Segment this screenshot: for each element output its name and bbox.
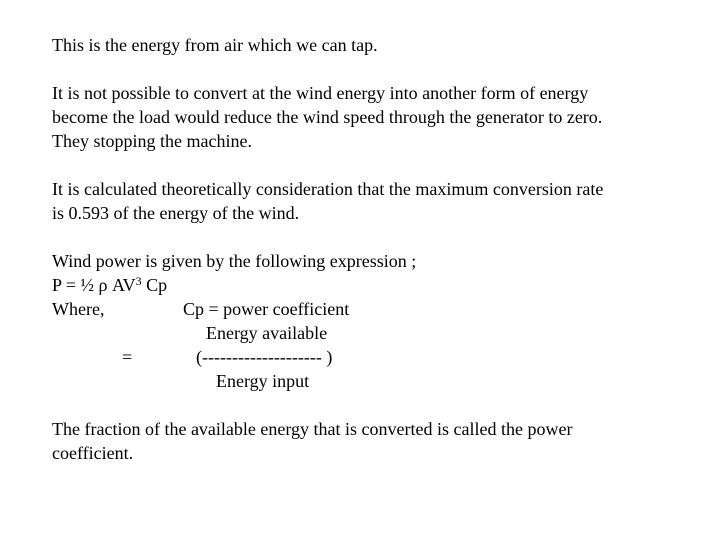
formula-exponent: 3 bbox=[135, 274, 142, 288]
paragraph-1-line-3: They stopping the machine. bbox=[52, 131, 252, 151]
closing-line-1: The fraction of the available energy that is converted is called the power bbox=[52, 419, 573, 439]
fraction-numerator: Energy available bbox=[206, 323, 328, 343]
formula-expression bbox=[52, 273, 167, 297]
paragraph-2-line-1: It is calculated theoretically consideration that the maximum conversion rate bbox=[52, 179, 604, 199]
paragraph-1-line-2: become the load would reduce the wind speed through the generator to zero. bbox=[52, 107, 603, 127]
fraction-bar: (-------------------- ) bbox=[196, 347, 333, 367]
cp-definition: Cp = power coefficient bbox=[183, 299, 350, 319]
paragraph-1-line-1: It is not possible to convert at the wind energy into another form of energy bbox=[52, 83, 589, 103]
formula-expression-main: P = ½ ρ AV bbox=[52, 275, 136, 295]
formula-expression-tail: Cp bbox=[141, 275, 168, 295]
equals-sign: = bbox=[122, 347, 133, 367]
paragraph-2-line-2: is 0.593 of the energy of the wind. bbox=[52, 203, 300, 223]
formula-intro: Wind power is given by the following expression ; bbox=[52, 251, 417, 271]
intro-text: This is the energy from air which we can tap. bbox=[52, 35, 378, 55]
fraction-denominator: Energy input bbox=[216, 371, 310, 391]
closing-line-2: coefficient. bbox=[52, 443, 134, 463]
where-label: Where, bbox=[52, 299, 105, 319]
